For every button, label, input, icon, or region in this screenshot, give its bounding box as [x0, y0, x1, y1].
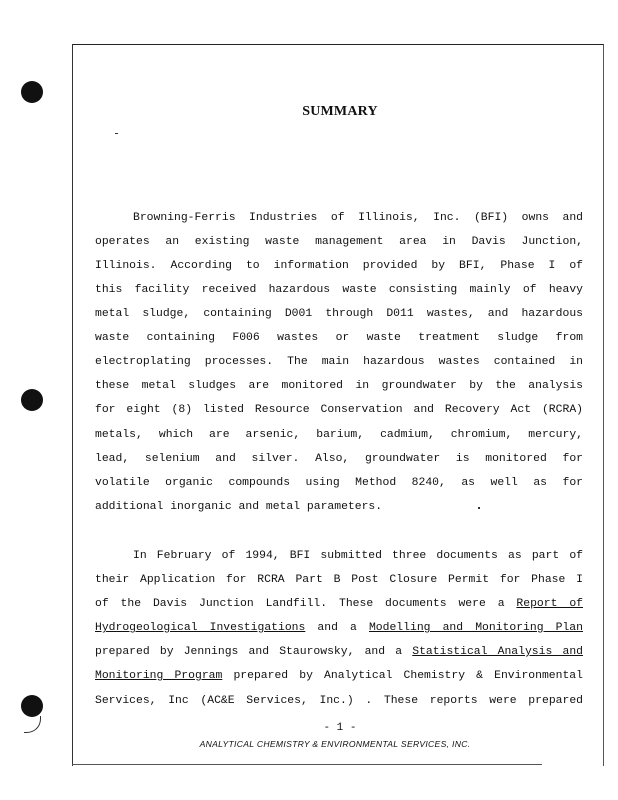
- paragraph-line: these metal sludges are monitored in groundwater by the analysis: [95, 380, 583, 392]
- bottom-rule: [72, 764, 542, 765]
- paragraph-line: additional inorganic and metal parameters.: [95, 501, 383, 513]
- scan-speck: [115, 133, 118, 134]
- paragraph-line: electroplating processes. The main hazardous wastes contained in: [95, 356, 583, 368]
- paragraph-line: [95, 669, 583, 683]
- paragraph-line: Browning-Ferris Industries of Illinois, Inc. (BFI) owns and: [133, 212, 583, 224]
- report-title-hydrogeological: Hydrogeological Investigations: [95, 622, 306, 634]
- paragraph-line: operates an existing waste management area in Davis Junction,: [95, 236, 583, 248]
- paragraph-line: waste containing F006 wastes or waste treatment sludge from: [95, 332, 583, 344]
- page-number: - 1 -: [323, 722, 357, 734]
- line-text: prepared by Jennings and Staurowsky, and a: [95, 646, 413, 658]
- paragraph-line: Services, Inc (AC&E Services, Inc.) . These reports were prepared: [95, 695, 583, 707]
- report-title-modelling-plan: Modelling and Monitoring Plan: [368, 622, 583, 634]
- punch-hole-middle: [21, 389, 43, 411]
- paragraph-line: volatile organic compounds using Method 8240, as well as for: [95, 477, 583, 489]
- page-title: SUMMARY: [302, 104, 378, 119]
- paragraph-line: [95, 645, 583, 659]
- paragraph-line: their Application for RCRA Part B Post Closure Permit for Phase I: [95, 574, 583, 586]
- paragraph-line: [95, 597, 583, 611]
- report-title-hydrogeological: Report of: [516, 598, 583, 610]
- footer-company-name: ANALYTICAL CHEMISTRY & ENVIRONMENTAL SERVICES, INC.: [199, 739, 471, 749]
- line-text: and a: [305, 622, 369, 634]
- paragraph-line: Illinois. According to information provided by BFI, Phase I of: [95, 260, 583, 272]
- line-text: prepared by Analytical Chemistry & Environmental: [222, 670, 583, 682]
- report-title-statistical: Statistical Analysis and: [412, 646, 583, 658]
- line-text: of the Davis Junction Landfill. These documents were a: [95, 598, 517, 610]
- paragraph-line: In February of 1994, BFI submitted three documents as part of: [133, 550, 583, 562]
- report-title-statistical: Monitoring Program: [95, 670, 223, 682]
- punch-hole-bottom: [21, 695, 43, 717]
- paragraph-line: metal sludge, containing D001 through D011 wastes, and hazardous: [95, 308, 583, 320]
- paragraph-line: this facility received hazardous waste consisting mainly of heavy: [95, 284, 583, 296]
- paragraph-line: for eight (8) listed Resource Conservation and Recovery Act (RCRA): [95, 404, 583, 416]
- paragraph-line: lead, selenium and silver. Also, groundwater is monitored for: [95, 453, 583, 465]
- paragraph-line: metals, which are arsenic, barium, cadmium, chromium, mercury,: [95, 429, 583, 441]
- punch-hole-top: [21, 81, 43, 103]
- paragraph-line: [95, 621, 583, 635]
